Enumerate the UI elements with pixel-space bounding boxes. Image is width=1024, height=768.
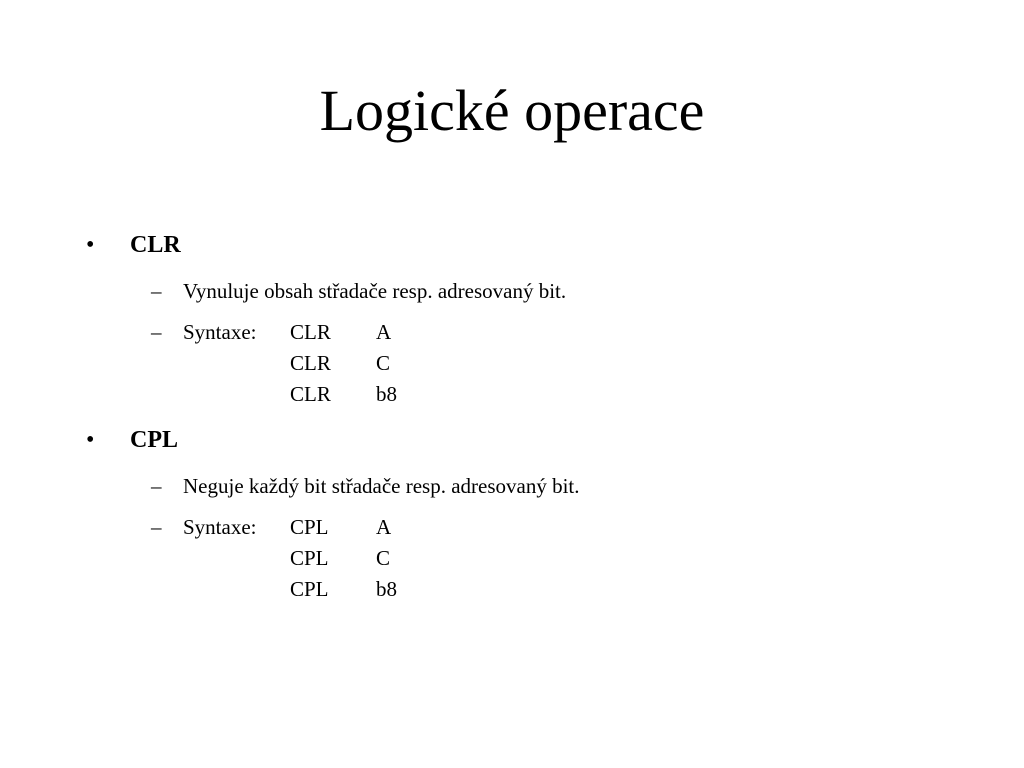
dash-icon: –: [151, 474, 162, 498]
section-heading: CLR: [130, 232, 181, 258]
slide-title: Logické operace: [319, 78, 705, 143]
syntax-operand: A: [376, 515, 392, 539]
dash-icon: –: [151, 320, 162, 344]
description-text: Vynuluje obsah střadače resp. adresovaný bit.: [183, 279, 567, 303]
syntax-operand: b8: [376, 577, 397, 601]
bullet-icon: •: [86, 427, 95, 453]
syntax-label: Syntaxe:: [183, 320, 257, 344]
syntax-instruction: CPL: [290, 546, 329, 570]
section-heading: CPL: [130, 427, 178, 453]
dash-icon: –: [151, 279, 162, 303]
syntax-label: Syntaxe:: [183, 515, 257, 539]
syntax-operand: A: [376, 320, 392, 344]
syntax-operand: b8: [376, 382, 397, 406]
syntax-operand: C: [376, 546, 391, 570]
syntax-instruction: CLR: [290, 351, 331, 375]
syntax-instruction: CLR: [290, 382, 331, 406]
bullet-icon: •: [86, 232, 95, 258]
syntax-instruction: CLR: [290, 320, 331, 344]
dash-icon: –: [151, 515, 162, 539]
syntax-operand: C: [376, 351, 391, 375]
description-text: Neguje každý bit střadače resp. adresovaný bit.: [183, 474, 580, 498]
syntax-instruction: CPL: [290, 515, 329, 539]
syntax-instruction: CPL: [290, 577, 329, 601]
